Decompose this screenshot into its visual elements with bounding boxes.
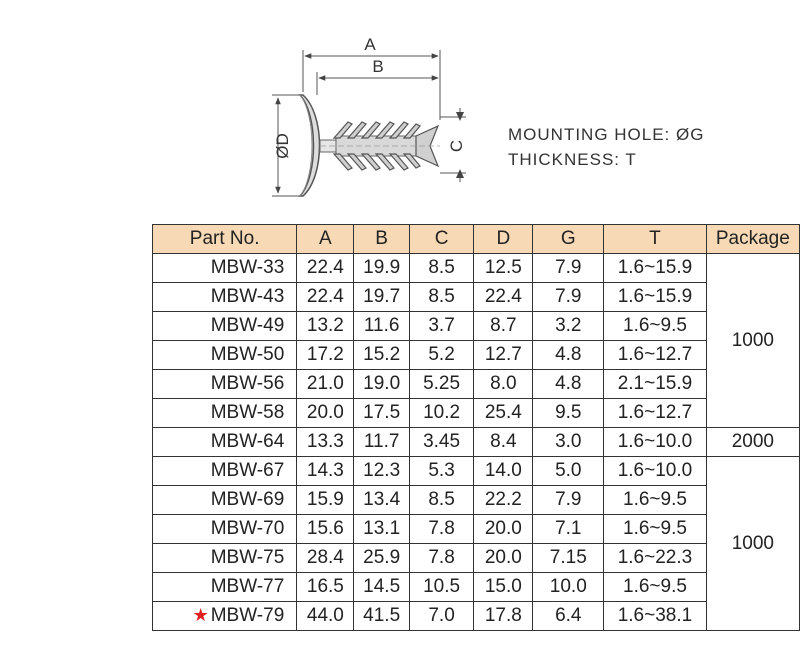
cell-package: 1000 [706, 254, 799, 428]
cell-part-no: MBW-70 [153, 515, 297, 544]
cell-b: 11.7 [354, 428, 409, 457]
cell-b: 13.1 [354, 515, 409, 544]
cell-c: 7.0 [409, 602, 474, 631]
table-row [153, 457, 800, 486]
cell-g: 7.9 [533, 486, 604, 515]
part-drawing [0, 0, 800, 215]
cell-part-no: MBW-50 [153, 341, 297, 370]
cell-c: 5.3 [409, 457, 474, 486]
cell-part-no: MBW-58 [153, 399, 297, 428]
cell-b: 19.7 [354, 283, 409, 312]
cell-d: 20.0 [474, 544, 533, 573]
table-row [153, 544, 800, 573]
cell-a: 13.3 [297, 428, 354, 457]
cell-t: 1.6~12.7 [604, 399, 706, 428]
table-row [153, 283, 800, 312]
cell-b: 12.3 [354, 457, 409, 486]
cell-t: 1.6~15.9 [604, 254, 706, 283]
drawing-notes [508, 122, 704, 172]
dim-a-label: A [364, 35, 376, 54]
cell-d: 17.8 [474, 602, 533, 631]
screw-head-shape [300, 95, 320, 196]
cell-b: 25.9 [354, 544, 409, 573]
cell-t: 1.6~12.7 [604, 341, 706, 370]
cell-t: 1.6~9.5 [604, 573, 706, 602]
cell-c: 10.5 [409, 573, 474, 602]
header-d: D [474, 225, 533, 254]
cell-c: 10.2 [409, 399, 474, 428]
table-row [153, 312, 800, 341]
cell-part-no: MBW-75 [153, 544, 297, 573]
cell-b: 15.2 [354, 341, 409, 370]
cell-b: 14.5 [354, 573, 409, 602]
cell-d: 14.0 [474, 457, 533, 486]
cell-package: 1000 [706, 457, 799, 631]
cell-a: 15.9 [297, 486, 354, 515]
cell-d: 8.7 [474, 312, 533, 341]
cell-g: 6.4 [533, 602, 604, 631]
cell-d: 8.0 [474, 370, 533, 399]
header-t: T [604, 225, 706, 254]
cell-t: 1.6~22.3 [604, 544, 706, 573]
cell-b: 41.5 [354, 602, 409, 631]
cell-b: 13.4 [354, 486, 409, 515]
cell-c: 5.2 [409, 341, 474, 370]
mounting-hole-note: MOUNTING HOLE: ØG [508, 125, 705, 144]
thickness-note: THICKNESS: T [508, 150, 637, 169]
cell-a: 14.3 [297, 457, 354, 486]
cell-t: 1.6~9.5 [604, 312, 706, 341]
cell-part-no: MBW-49 [153, 312, 297, 341]
cell-b: 19.9 [354, 254, 409, 283]
cell-t: 1.6~10.0 [604, 428, 706, 457]
table-row [153, 573, 800, 602]
table-row [153, 602, 800, 631]
table-body [153, 254, 800, 631]
header-package: Package [706, 225, 799, 254]
cell-t: 1.6~9.5 [604, 515, 706, 544]
cell-c: 8.5 [409, 283, 474, 312]
cell-c: 7.8 [409, 544, 474, 573]
cell-g: 7.15 [533, 544, 604, 573]
cell-t: 1.6~9.5 [604, 486, 706, 515]
cell-b: 19.0 [354, 370, 409, 399]
header-g: G [533, 225, 604, 254]
cell-part-no: MBW-67 [153, 457, 297, 486]
cell-a: 16.5 [297, 573, 354, 602]
cell-a: 21.0 [297, 370, 354, 399]
cell-g: 10.0 [533, 573, 604, 602]
cell-t: 2.1~15.9 [604, 370, 706, 399]
cell-d: 12.7 [474, 341, 533, 370]
cell-g: 4.8 [533, 370, 604, 399]
header-b: B [354, 225, 409, 254]
dim-c-label: C [447, 139, 466, 153]
cell-t: 1.6~15.9 [604, 283, 706, 312]
cell-a: 28.4 [297, 544, 354, 573]
cell-d: 15.0 [474, 573, 533, 602]
cell-g: 7.9 [533, 283, 604, 312]
cell-c: 3.45 [409, 428, 474, 457]
cell-a: 22.4 [297, 254, 354, 283]
cell-part-no: MBW-56 [153, 370, 297, 399]
cell-g: 3.0 [533, 428, 604, 457]
cell-t: 1.6~38.1 [604, 602, 706, 631]
cell-g: 9.5 [533, 399, 604, 428]
cell-a: 17.2 [297, 341, 354, 370]
cell-d: 8.4 [474, 428, 533, 457]
cell-c: 7.8 [409, 515, 474, 544]
cell-part-no: MBW-33 [153, 254, 297, 283]
cell-g: 5.0 [533, 457, 604, 486]
cell-part-no: MBW-64 [153, 428, 297, 457]
cell-c: 8.5 [409, 486, 474, 515]
cell-part-no: MBW-77 [153, 573, 297, 602]
table-row [153, 428, 800, 457]
header-part-no: Part No. [153, 225, 297, 254]
cell-c: 8.5 [409, 254, 474, 283]
cell-c: 5.25 [409, 370, 474, 399]
cell-a: 44.0 [297, 602, 354, 631]
cell-package: 2000 [706, 428, 799, 457]
table-row [153, 254, 800, 283]
star-icon: ★ [192, 605, 209, 625]
cell-part-no: MBW-69 [153, 486, 297, 515]
cell-d: 12.5 [474, 254, 533, 283]
dim-b-label: B [372, 57, 384, 76]
table-row [153, 515, 800, 544]
cell-t: 1.6~10.0 [604, 457, 706, 486]
cell-g: 7.9 [533, 254, 604, 283]
cell-a: 20.0 [297, 399, 354, 428]
cell-d: 22.4 [474, 283, 533, 312]
cell-c: 3.7 [409, 312, 474, 341]
table-row [153, 370, 800, 399]
cell-b: 11.6 [354, 312, 409, 341]
cell-g: 7.1 [533, 515, 604, 544]
cell-a: 13.2 [297, 312, 354, 341]
cell-b: 17.5 [354, 399, 409, 428]
dim-d-label: ØD [273, 133, 292, 159]
cell-part-no: MBW-43 [153, 283, 297, 312]
table-row [153, 486, 800, 515]
table-row [153, 399, 800, 428]
cell-g: 4.8 [533, 341, 604, 370]
cell-d: 22.2 [474, 486, 533, 515]
header-a: A [297, 225, 354, 254]
cell-part-no [153, 602, 297, 631]
cell-d: 25.4 [474, 399, 533, 428]
table-header-row [153, 225, 800, 254]
cell-a: 15.6 [297, 515, 354, 544]
cell-d: 20.0 [474, 515, 533, 544]
specification-table [152, 224, 800, 631]
header-c: C [409, 225, 474, 254]
cell-a: 22.4 [297, 283, 354, 312]
cell-g: 3.2 [533, 312, 604, 341]
table-row [153, 341, 800, 370]
part-number: MBW-79 [210, 605, 285, 626]
